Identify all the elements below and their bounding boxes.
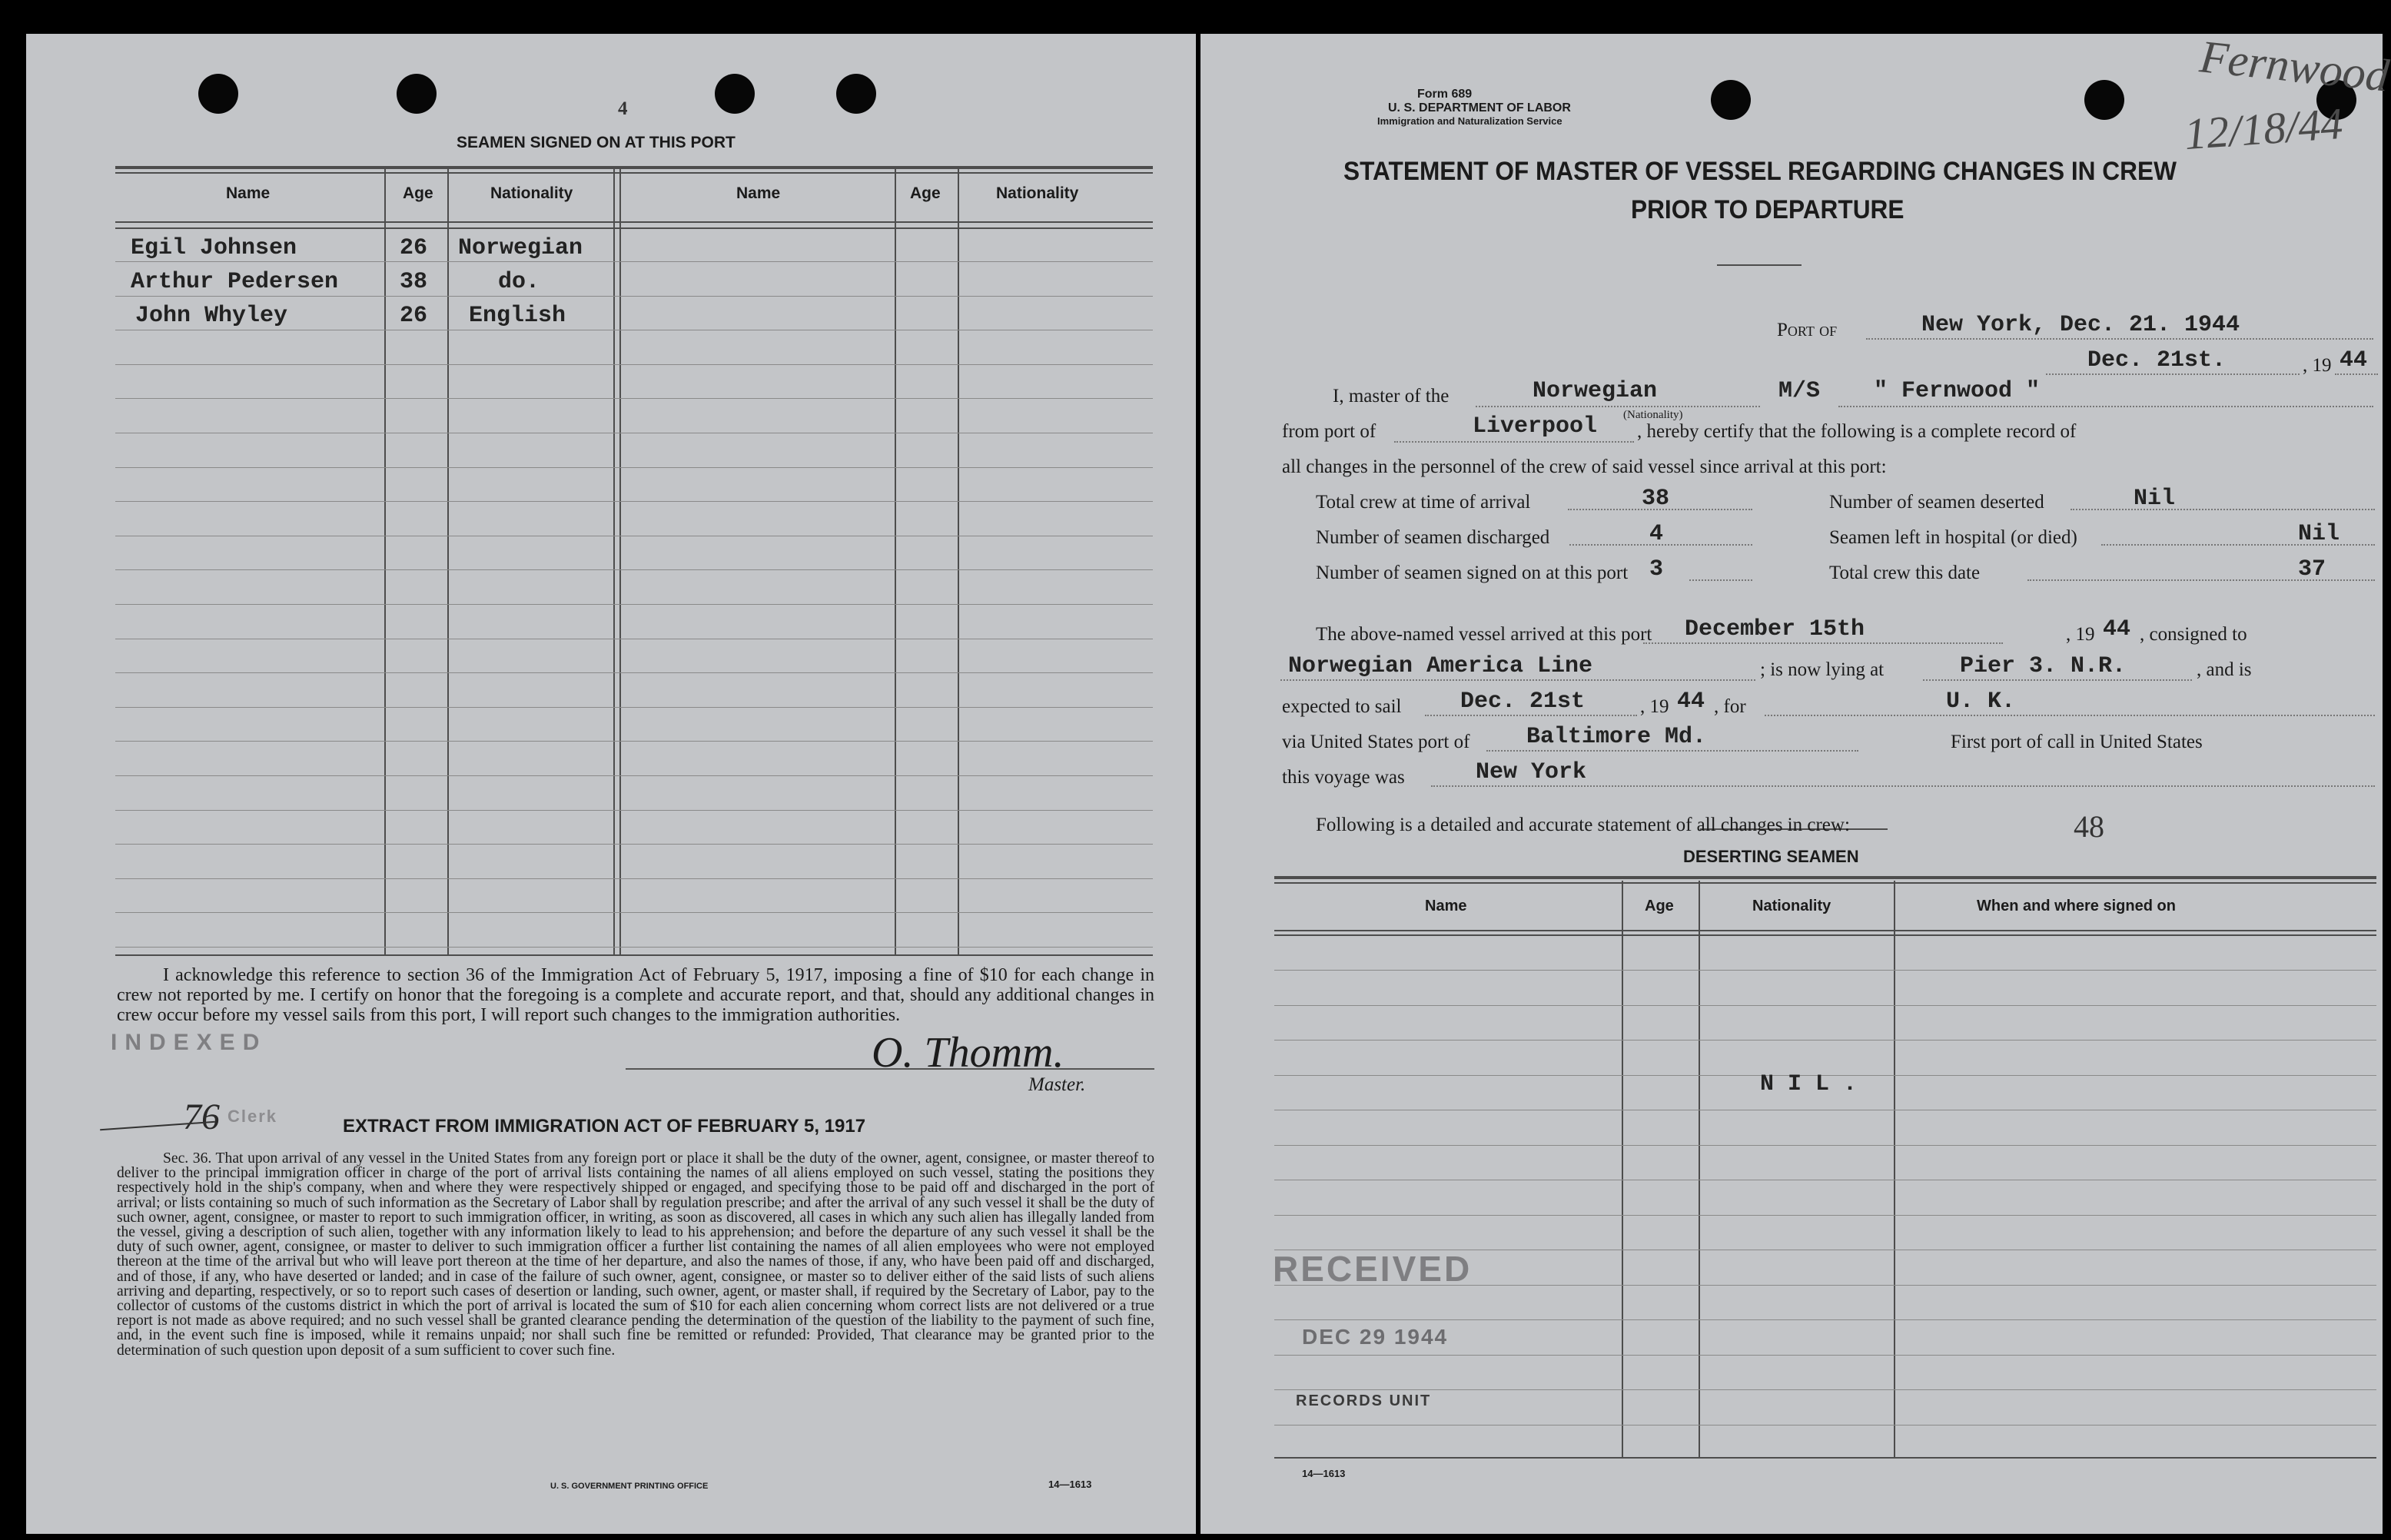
right-page: [1200, 31, 2391, 1534]
deserting-header-signed-on: When and where signed on: [1977, 898, 2176, 914]
department-name: U. S. DEPARTMENT OF LABOR: [1388, 101, 1571, 115]
year-value: 44: [2340, 347, 2368, 373]
form-code-right: 14—1613: [1302, 1468, 1346, 1479]
clerk-label: Clerk: [227, 1107, 278, 1126]
changes-text: all changes in the personnel of the crew of said vessel since arrival at this port:: [1282, 456, 1887, 477]
master-label: Master.: [1028, 1074, 1086, 1095]
seaman-age: 38: [400, 269, 428, 295]
voyage-label: this voyage was: [1282, 767, 1405, 788]
lying-label: ; is now lying at: [1760, 659, 1885, 680]
seaman-name: Arthur Pedersen: [131, 269, 339, 295]
stat-discharged-label: Number of seamen discharged: [1316, 527, 1550, 548]
column-header-age: Age: [403, 184, 433, 202]
arrived-year-prefix: , 19: [2066, 624, 2095, 645]
column-header-nationality: Nationality: [490, 184, 573, 202]
page-title-line-2: PRIOR TO DEPARTURE: [1631, 195, 1904, 224]
following-text: Following is a detailed and accurate statement of all changes in crew:: [1316, 815, 1850, 835]
via-label: via United States port of: [1282, 732, 1470, 752]
via-value: Baltimore Md.: [1526, 724, 1707, 750]
expected-label: expected to sail: [1282, 696, 1402, 717]
expected-year-prefix: , 19: [1640, 696, 1669, 717]
form-number: Form 689: [1417, 88, 1473, 101]
service-name: Immigration and Naturalization Service: [1377, 115, 1562, 127]
table-rule-line: [115, 364, 1153, 365]
stat-hospital-label: Seamen left in hospital (or died): [1829, 527, 2077, 548]
certify-text: , hereby certify that the following is a complete record of: [1637, 421, 2077, 442]
table-rule-line: [115, 741, 1153, 742]
received-date-stamp: DEC 29 1944: [1302, 1325, 1449, 1349]
column-header-name: Name: [226, 184, 271, 202]
table-rule-line: [115, 672, 1153, 673]
expected-year-value: 44: [1677, 689, 1705, 715]
punch-hole: [1711, 80, 1751, 120]
date-value: Dec. 21st.: [2087, 347, 2227, 373]
seaman-age: 26: [400, 235, 428, 261]
section-36-text: Sec. 36. That upon arrival of any vessel in the United States from any foreign port or place it shall be the duty of the owner, agent, consignee, or master thereof to deliver to the principal immigration officer in charge of the port of arrival lists containing the names of all aliens employed on such vessel, stating the positions they respectively hold in the ship's company, when and where they were respectively shipped or engaged, and specifying those to be paid off and discharged in the port of arrival; or lists containing so much of such information as the Secretary of Labor shall by regulation prescribe; and after the arrival of any such vessel it shall be the duty of such owner, agent, consignee, or master to report to such immigration officer, in writing, as soon as discovered, all cases in which any such alien has illegally landed from the vessel, giving a description of such alien, together with any information likely to lead to his apprehension; and before the departure of any such vessel it shall be the duty of such owner, agent, consignee, or master to deliver to such immigration officer a further list containing the names of all alien employees who were not employed thereon at the time of the arrival but who will leave port thereon at the time of her departure, and also the names of those, if any, who have been paid off and discharged, and of those, if any, who have deserted or landed; and in case of the failure of such owner, agent, consignee, or master so to deliver either of the said lists of such aliens arriving and departing, respectively, or so to report such cases of desertion or landing, such owner, agent, or master shall, if required by the Secretary of Labor, pay to the collector of customs of the customs district in which the port of arrival is located the sum of $10 for each alien concerning whom correct lists are not delivered or a true report is not made as above required; and no such vessel shall be granted clearance pending the determination of the question of the liability to the payment of such fine, and, in the event such fine is imposed, while it remains unpaid; nor shall such fine be remitted or refunded: Provided, That clearance may be granted prior to the determination of such question upon deposit of a sum sufficient to cover such fine.: [117, 1150, 1154, 1359]
lying-value: Pier 3. N.R.: [1960, 653, 2127, 679]
deserting-rule-line: [1274, 1355, 2376, 1356]
page-title-line-1: STATEMENT OF MASTER OF VESSEL REGARDING CHANGES IN CREW: [1343, 157, 2177, 186]
received-stamp: RECEIVED: [1273, 1249, 1473, 1289]
consigned-label: , consigned to: [2140, 624, 2247, 645]
deserting-title: DESERTING SEAMEN: [1683, 847, 1859, 866]
form-code: 14—1613: [1048, 1479, 1092, 1490]
year-prefix: , 19: [2303, 355, 2332, 376]
arrived-value: December 15th: [1685, 616, 1865, 642]
deserting-header-nationality: Nationality: [1752, 898, 1831, 914]
seaman-nationality: English: [469, 303, 566, 329]
table-rule-line: [115, 569, 1153, 570]
handwritten-vessel-name: Fernwood: [2197, 31, 2391, 101]
acknowledgement-text: I acknowledge this reference to section 36 of the Immigration Act of February 5, 1917, imposing a fine of $10 for each change in crew not reported by me. I certify on honor that the foregoing is a complete and accurate report, and that, should any additional changes in crew occur before my vessel sails from this port, I will report such changes to the immigration authorities.: [117, 965, 1154, 1025]
column-header-nationality-2: Nationality: [996, 184, 1079, 202]
voyage-value: New York: [1476, 759, 1587, 785]
deserting-header-name: Name: [1425, 898, 1467, 914]
deserting-rule-line: [1274, 970, 2376, 971]
deserting-rule-line: [1274, 1389, 2376, 1390]
stat-deserted-label: Number of seamen deserted: [1829, 492, 2044, 513]
port-of-value: New York, Dec. 21. 1944: [1921, 312, 2240, 338]
table-rule-line: [115, 878, 1153, 879]
table-rule-line: [115, 604, 1153, 605]
deserting-rule-line: [1274, 1005, 2376, 1006]
table-rule-line: [115, 810, 1153, 811]
column-header-age-2: Age: [910, 184, 941, 202]
seaman-nationality: do.: [498, 269, 540, 295]
for-label: , for: [1714, 696, 1746, 717]
table-rule-line: [115, 261, 1153, 262]
handwritten-number: 48: [2074, 809, 2104, 844]
printer-imprint: U. S. GOVERNMENT PRINTING OFFICE: [550, 1482, 709, 1491]
table-rule-line: [115, 501, 1153, 502]
from-port-value: Liverpool: [1473, 413, 1598, 440]
nationality-hint: (Nationality): [1623, 409, 1683, 421]
nil-entry: N I L .: [1760, 1071, 1858, 1097]
consignee-value: Norwegian America Line: [1288, 653, 1593, 679]
seaman-nationality: Norwegian: [458, 235, 583, 261]
stat-deserted-value: Nil: [2134, 486, 2176, 512]
extract-title: EXTRACT FROM IMMIGRATION ACT OF FEBRUARY 5, 1917: [343, 1116, 866, 1137]
indexed-stamp: INDEXED: [111, 1030, 267, 1055]
table-rule-line: [115, 707, 1153, 708]
seaman-name: Egil Johnsen: [131, 235, 297, 261]
handwritten-date: 12/18/44: [2182, 98, 2345, 160]
punch-hole: [397, 74, 437, 114]
page-number: 4: [618, 98, 628, 119]
punch-hole: [715, 74, 755, 114]
left-page: [26, 34, 1196, 1534]
deserting-rule-line: [1274, 1145, 2376, 1146]
punch-hole: [2084, 80, 2124, 120]
table-rule-line: [115, 398, 1153, 399]
records-unit-stamp: RECORDS UNIT: [1296, 1392, 1432, 1409]
stat-discharged-value: 4: [1649, 521, 1664, 547]
first-port-label: First port of call in United States: [1951, 732, 2203, 752]
table-rule-line: [115, 912, 1153, 913]
seaman-age: 26: [400, 303, 428, 329]
stat-total-label: Total crew this date: [1829, 563, 1981, 583]
nationality-value: Norwegian: [1533, 378, 1658, 404]
stat-hospital-value: Nil: [2298, 521, 2340, 547]
stat-signed-label: Number of seamen signed on at this port: [1316, 563, 1629, 583]
port-of-label: Port of: [1777, 320, 1838, 340]
master-of-label: I, master of the: [1333, 386, 1450, 407]
deserting-header-age: Age: [1645, 898, 1674, 914]
punch-hole: [836, 74, 876, 114]
for-value: U. K.: [1946, 689, 2016, 715]
table-rule-line: [115, 775, 1153, 776]
deserting-rule-line: [1274, 1215, 2376, 1216]
vessel-name: " Fernwood ": [1874, 378, 2041, 404]
table-rule-line: [115, 467, 1153, 468]
table-rule-line: [115, 844, 1153, 845]
arrived-year-value: 44: [2103, 616, 2131, 642]
section-title: SEAMEN SIGNED ON AT THIS PORT: [457, 134, 736, 151]
vessel-type: M/S: [1778, 378, 1821, 404]
stat-signed-value: 3: [1649, 556, 1664, 582]
stat-arrival-label: Total crew at time of arrival: [1316, 492, 1531, 513]
table-rule-line: [115, 947, 1153, 948]
stat-arrival-value: 38: [1642, 486, 1670, 512]
table-rule-line: [115, 296, 1153, 297]
clerk-initials: 76: [183, 1097, 220, 1137]
deserting-rule-line: [1274, 1319, 2376, 1320]
punch-hole: [198, 74, 238, 114]
master-signature: O. Thomm.: [872, 1029, 1064, 1077]
expected-value: Dec. 21st: [1460, 689, 1586, 715]
stat-total-value: 37: [2298, 556, 2326, 582]
column-header-name-2: Name: [736, 184, 781, 202]
from-port-label: from port of: [1282, 421, 1376, 442]
and-is-label: , and is: [2197, 659, 2252, 680]
seaman-name: John Whyley: [135, 303, 288, 329]
arrived-label: The above-named vessel arrived at this port: [1316, 624, 1652, 645]
